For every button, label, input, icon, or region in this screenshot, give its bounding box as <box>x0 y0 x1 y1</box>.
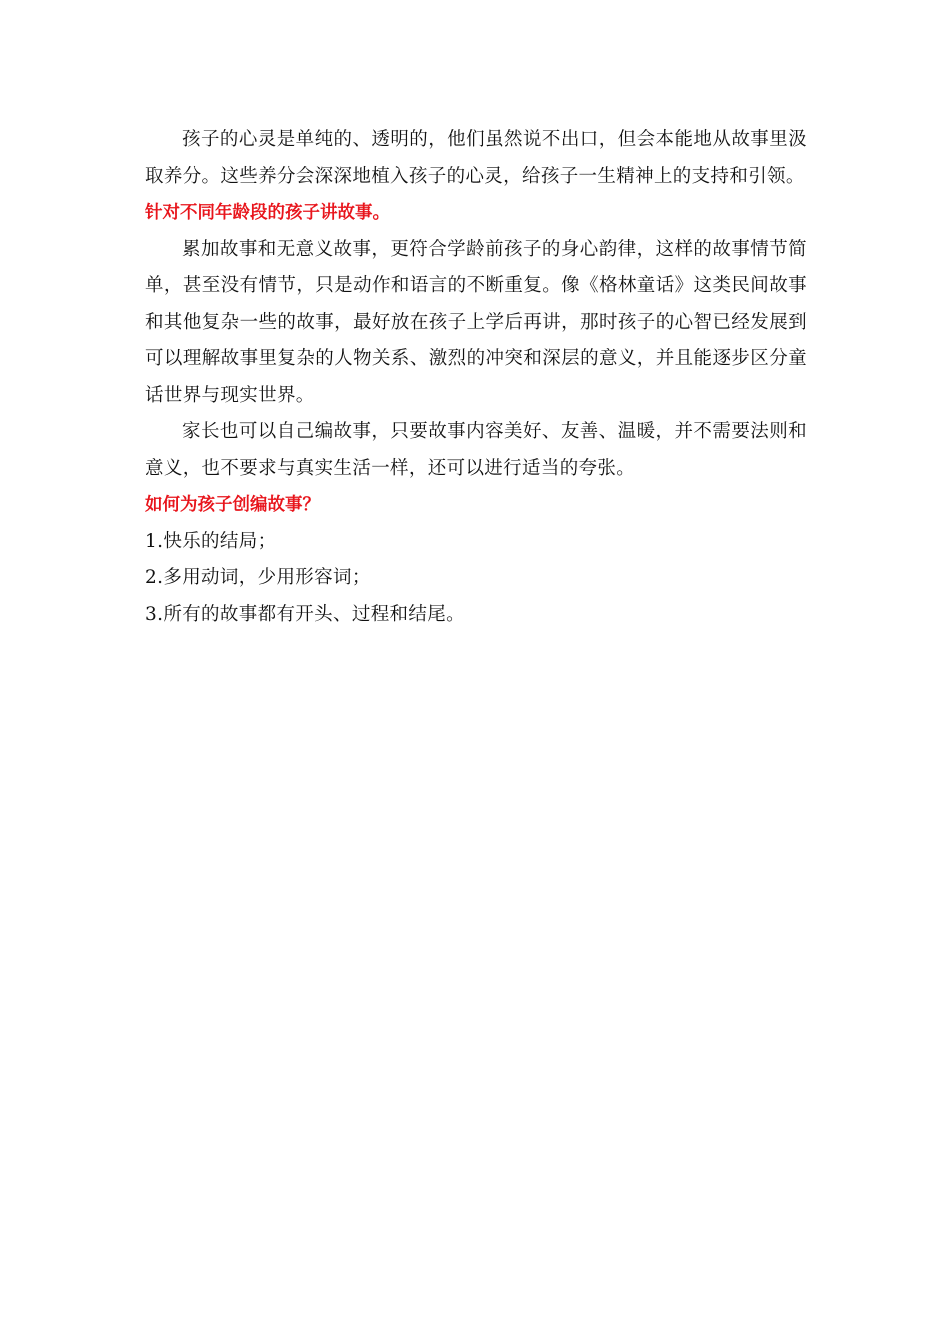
list-item: 2.多用动词，少用形容词； <box>145 567 371 588</box>
section-heading-age: 针对不同年龄段的孩子讲故事。 <box>145 203 390 223</box>
list-item: 3.所有的故事都有开头、过程和结尾。 <box>145 603 465 625</box>
paragraph-intro: 孩子的心灵是单纯的、透明的，他们虽然说不出口，但会本能地从故事里汲取养分。这些养分会深深地植入孩子的心灵，给孩子一生精神上的支持和引领。 <box>145 129 807 187</box>
paragraph-parent-stories: 家长也可以自己编故事，只要故事内容美好、友善、温暖，并不需要法则和意义，也不要求与真实生活一样，还可以进行适当的夸张。 <box>145 421 807 479</box>
document-body <box>145 122 807 633</box>
list-item: 1.快乐的结局； <box>145 530 277 552</box>
section-heading-create: 如何为孩子创编故事？ <box>145 495 320 515</box>
paragraph-age-stories: 累加故事和无意义故事，更符合学龄前孩子的身心韵律，这样的故事情节简单，甚至没有情节，只是动作和语言的不断重复。像《格林童话》这类民间故事和其他复杂一些的故事，最好放在孩子上学后再讲，那时孩子的心智已经发展到可以理解故事里复杂的人物关系、激烈的冲突和深层的意义，并且能逐步区分童话世界与现实世界。 <box>145 238 807 406</box>
